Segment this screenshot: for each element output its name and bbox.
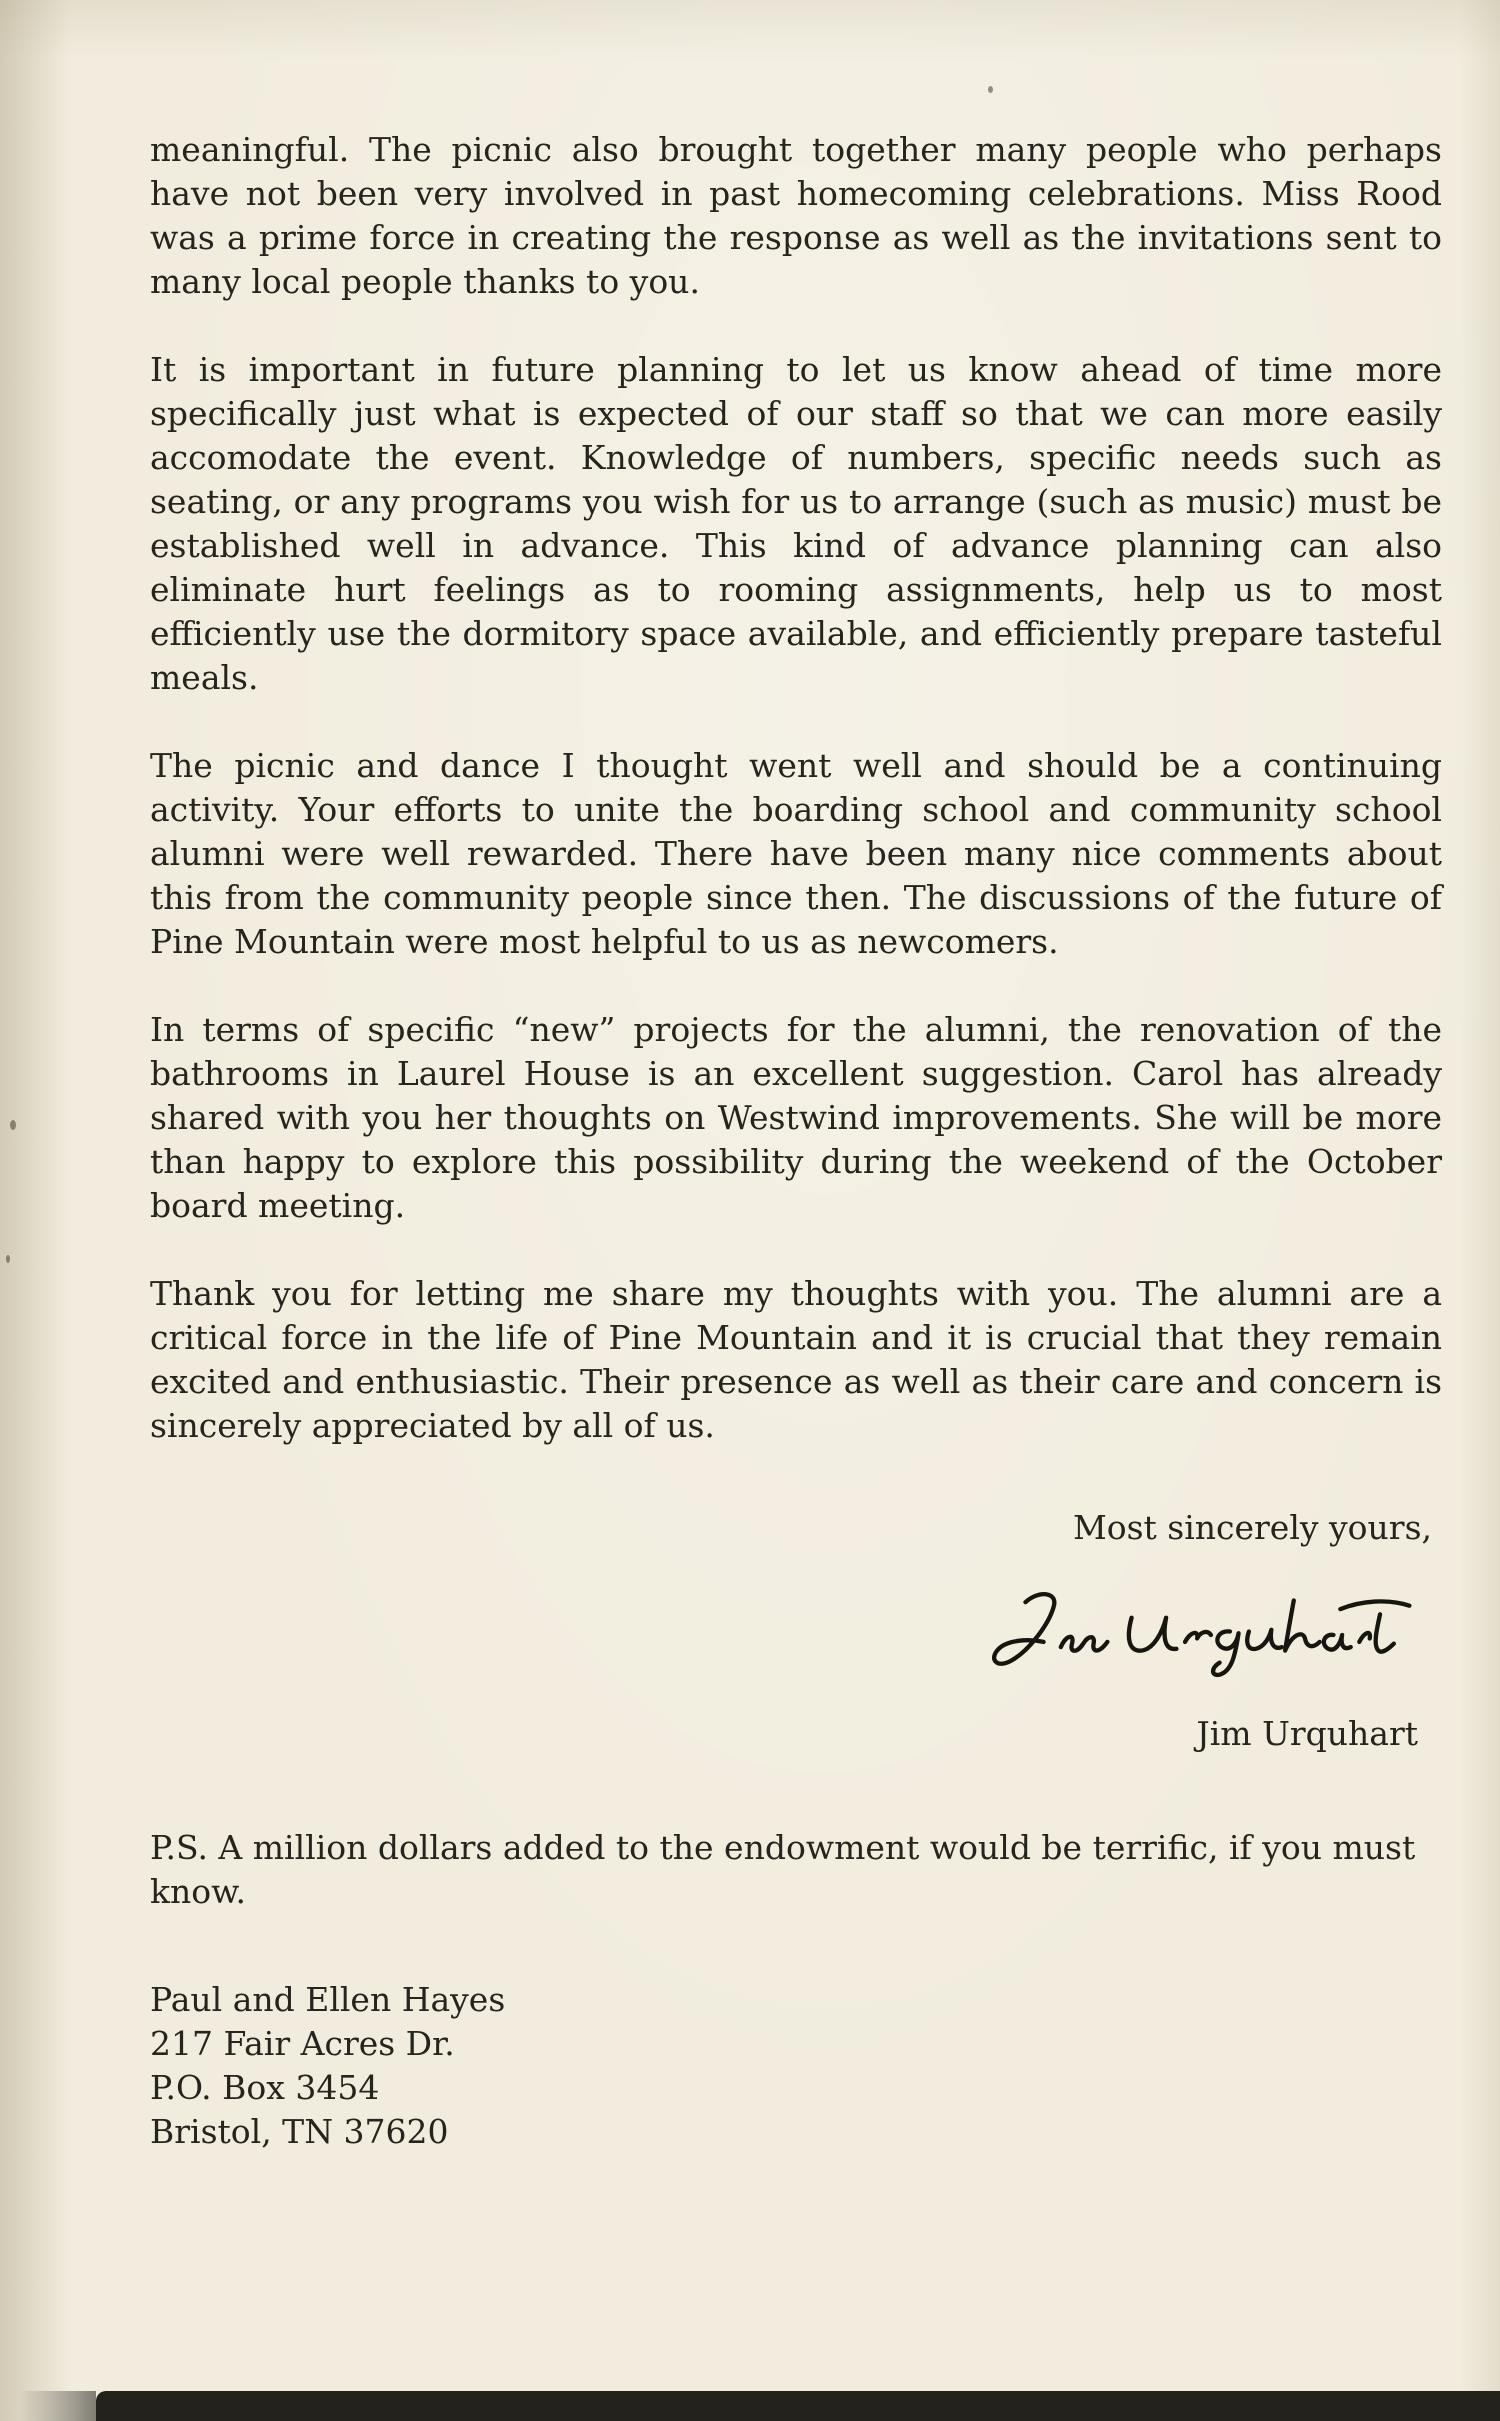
signature-ink-strokes (978, 1576, 1418, 1694)
scan-speck (6, 1255, 10, 1263)
typed-signature-name: Jim Urquhart (1196, 1714, 1418, 1753)
scan-edge-fade (0, 2391, 96, 2421)
scan-edge-bar (96, 2391, 1500, 2421)
paragraph-5: Thank you for letting me share my thoughts with you. The alumni are a critical force in the life of Pine Mountain and it is crucial that they remain excited and enthusiastic. Their presence as well as their care and concern is sincerely appreciated by all of us. (150, 1274, 1442, 1445)
postscript: P.S. A million dollars added to the endowment would be terrific, if you must know. (150, 1828, 1416, 1911)
paragraph-2: It is important in future planning to let us know ahead of time more specifically just what is expected of our staff so that we can more easily accomodate the event. Knowledge of numbers, specific needs such as seating, or any programs you wish for us to arrange (such as music) must be established well in advance. This kind of advance planning can also eliminate hurt feelings as to rooming assignments, help us to most efficiently use the dormitory space available, and efficiently prepare tasteful meals. (150, 350, 1442, 697)
scan-speck (988, 86, 993, 93)
recipient-address (150, 1978, 1442, 2154)
paragraph-3: The picnic and dance I thought went well and should be a continuing activity. Your efforts to unite the boarding school and community school alumni were well rewarded. There have been many nice comments about this from the community people since then. The discussions of the future of Pine Mountain were most helpful to us as newcomers. (150, 746, 1442, 961)
address-line-4: Bristol, TN 37620 (150, 2112, 449, 2151)
address-line-2: 217 Fair Acres Dr. (150, 2024, 455, 2063)
handwritten-signature (150, 1576, 1442, 1694)
scan-speck (10, 1120, 16, 1130)
paragraph-1: meaningful. The picnic also brought together many people who perhaps have not been very involved in past homecoming celebrations. Miss Rood was a prime force in creating the response as well as the invitations sent to many local people thanks to you. (150, 130, 1442, 301)
address-line-1: Paul and Ellen Hayes (150, 1980, 506, 2019)
address-line-3: P.O. Box 3454 (150, 2068, 380, 2107)
closing-salutation: Most sincerely yours, (1072, 1508, 1432, 1547)
paragraph-4: In terms of specific “new” projects for the alumni, the renovation of the bathrooms in Laurel House is an excellent suggestion. Carol has already shared with you her thoughts on Westwind improvements. She will be more than happy to explore this possibility during the weekend of the October board meeting. (150, 1010, 1442, 1225)
